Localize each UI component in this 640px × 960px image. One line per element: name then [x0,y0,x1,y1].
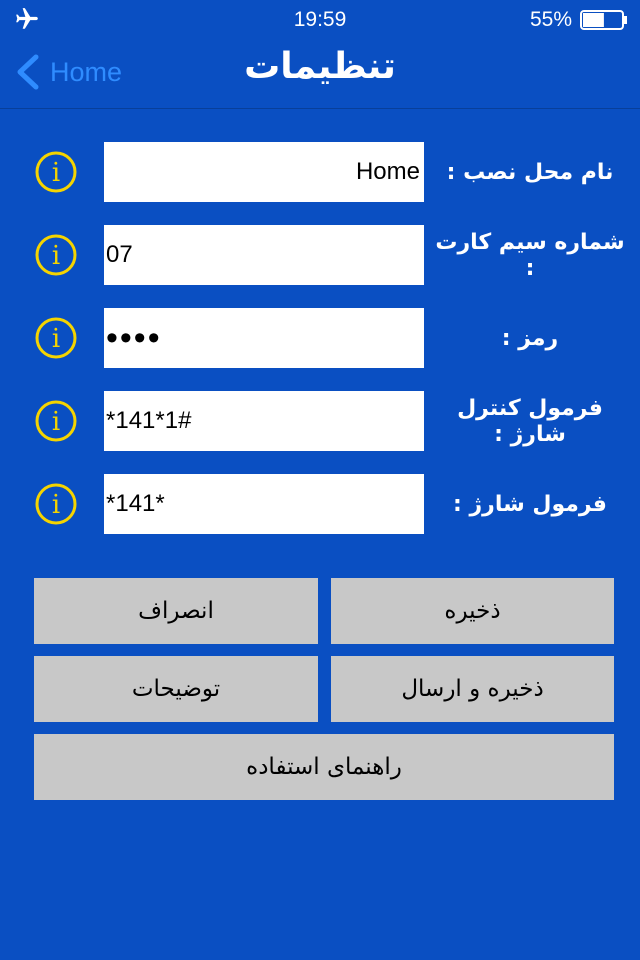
status-bar [0,0,640,40]
save-button[interactable]: ذخیره [331,578,614,644]
svg-text:i: i [51,324,61,354]
charge-check-formula-label: فرمول کنترل شارژ : [457,396,603,447]
save-and-send-button[interactable]: ذخیره و ارسال [331,656,614,722]
charge-formula-input[interactable] [104,474,424,534]
info-icon[interactable] [34,399,78,443]
form-row-password [0,308,640,370]
location-name-input[interactable] [104,142,424,202]
info-icon[interactable] [34,482,78,526]
password-label: رمز : [501,326,559,351]
usage-guide-button[interactable]: راهنمای استفاده [34,734,614,800]
description-button[interactable]: توضیحات [34,656,318,722]
form-row-charge-formula [0,474,640,536]
navigation-bar [0,40,640,109]
svg-text:i: i [51,490,61,520]
info-icon[interactable] [34,316,78,360]
form-row-charge-check-formula [0,391,640,453]
info-icon[interactable] [34,150,78,194]
form-row-sim-number [0,225,640,287]
charge-formula-label: فرمول شارژ : [453,492,607,517]
password-input[interactable] [104,308,424,368]
form-row-location-name [0,142,640,204]
status-time: 19:59 [293,8,347,31]
page-title: تنظیمات [244,46,396,87]
info-icon[interactable] [34,233,78,277]
sim-number-label: شماره سیم کارت : [435,230,625,281]
sim-number-input[interactable] [104,225,424,285]
back-label: Home [50,56,123,87]
svg-text:i: i [51,241,61,271]
charge-check-formula-input[interactable] [104,391,424,451]
svg-text:i: i [51,407,61,437]
cancel-button[interactable]: انصراف [34,578,318,644]
battery-percent: 55% [529,8,572,31]
svg-text:i: i [51,158,61,188]
location-name-label: نام محل نصب : [446,160,614,185]
battery-icon [580,10,628,30]
